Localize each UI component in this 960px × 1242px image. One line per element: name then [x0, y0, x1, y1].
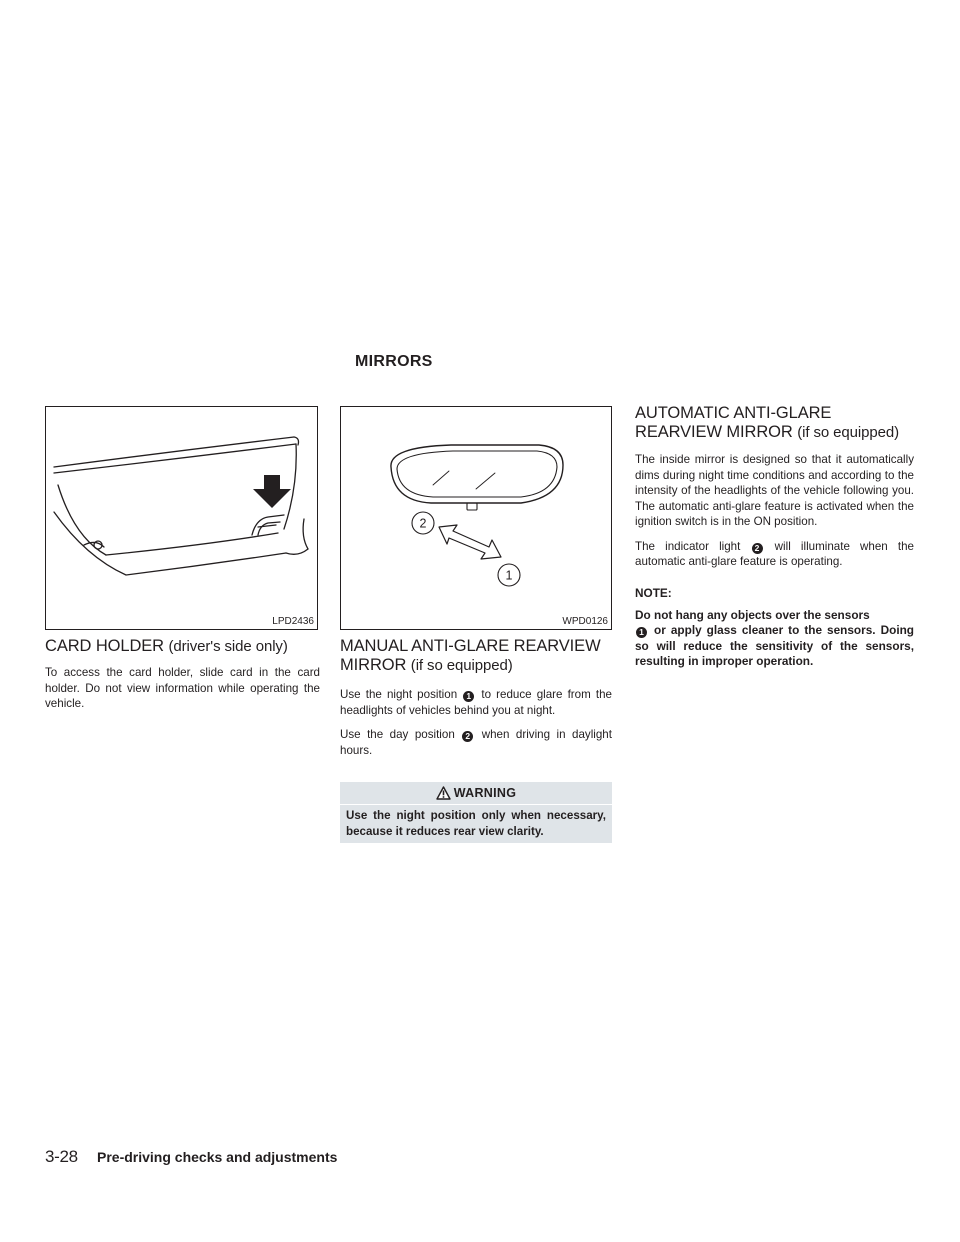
warning-title: WARNING [453, 786, 517, 800]
section-title: MIRRORS [355, 353, 433, 370]
sun-visor-illustration [46, 407, 317, 629]
marker-1-icon: 1 [463, 691, 474, 702]
double-arrow-icon [439, 525, 501, 559]
warning-text: Use the night position only when necessary, because it reduces rear view clarity. [346, 809, 606, 838]
marker-2-icon: 2 [752, 543, 763, 554]
figure-label: LPD2436 [272, 616, 314, 627]
marker-2-icon: 2 [462, 731, 473, 742]
automatic-mirror-para1: The inside mirror is designed so that it automatically dims during night time conditions and according to the intensity of the headlights of the vehicle following you. The automatic anti-glare feature is activated when the ignition switch is in the ON position. [635, 453, 914, 528]
note-text: Do not hang any objects over the sensors 1 or apply glass cleaner to the sensors. Doing so will reduce the sensitivity of the sensors, resulting in improper operation. [635, 607, 915, 668]
callout-1-text: 1 [505, 568, 513, 583]
page-number: 3-28 [45, 1147, 78, 1166]
warning-box [340, 782, 612, 843]
rearview-mirror-illustration [341, 407, 611, 629]
manual-mirror-para2: Use the day position 2 when driving in daylight hours. [340, 728, 612, 757]
automatic-mirror-para2: The indicator light 2 will illuminate when the automatic anti-glare feature is operating. [635, 539, 915, 568]
card-holder-figure [45, 406, 318, 630]
warning-header [340, 782, 612, 804]
card-holder-body: To access the card holder, slide card in the card holder. Do not view information while operating the vehicle. [45, 666, 320, 710]
warning-triangle-icon [436, 786, 451, 800]
note-title: NOTE: [635, 585, 672, 600]
down-arrow-icon [253, 475, 291, 508]
marker-1-icon: 1 [636, 627, 647, 638]
chapter-title: Pre-driving checks and adjustments [97, 1149, 338, 1165]
manual-mirror-heading: MANUAL ANTI-GLARE REARVIEW MIRROR (if so equipped) [340, 637, 601, 674]
automatic-mirror-heading: AUTOMATIC ANTI-GLARE REARVIEW MIRROR (if so equipped) [635, 404, 899, 441]
figure-label: WPD0126 [562, 616, 608, 627]
manual-mirror-para1: Use the night position 1 to reduce glare from the headlights of vehicles behind you at night. [340, 688, 612, 717]
card-holder-section [45, 637, 320, 712]
rearview-mirror-figure [340, 406, 612, 630]
callout-2-text: 2 [419, 516, 427, 531]
manual-mirror-section [340, 637, 612, 843]
card-holder-heading: CARD HOLDER (driver's side only) [45, 637, 288, 655]
automatic-mirror-section [635, 404, 914, 670]
